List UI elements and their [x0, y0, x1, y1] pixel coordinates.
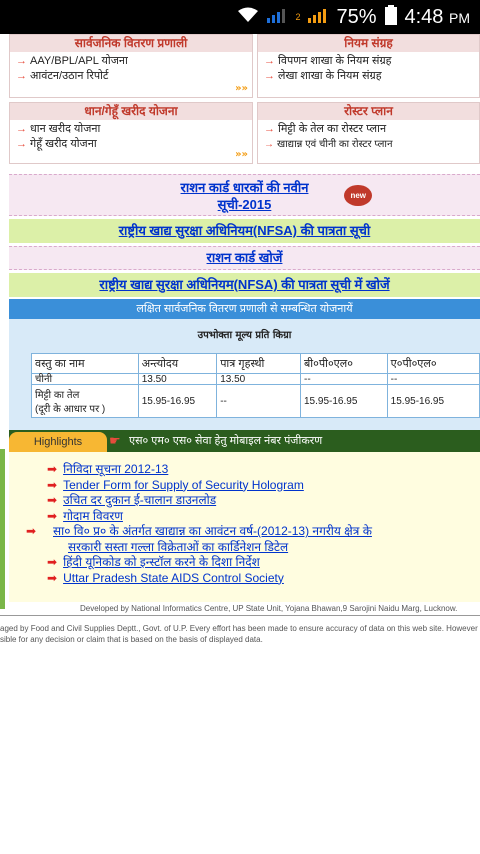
cell-antyodaya: 15.95-16.95	[138, 385, 216, 418]
highlight-link-unicode[interactable]: ➡ हिंदी यूनिकोड को इन्स्टॉल करने के दिशा निर्देश	[47, 555, 260, 569]
battery-percent: 75%	[336, 5, 377, 28]
roster-link-grain[interactable]: → खाद्यान्न एवं चीनी का रोस्टर प्लान	[264, 139, 393, 150]
red-arrow-icon: ➡	[47, 508, 58, 523]
signal-icon-sim1	[267, 7, 287, 28]
paddy-link-wheat[interactable]: → गेहूँ खरीद योजना	[16, 138, 97, 150]
arrow-icon: →	[264, 139, 274, 150]
cell-antyodaya: 13.50	[138, 374, 216, 385]
arrow-icon: →	[264, 70, 275, 82]
cell-patra: 13.50	[217, 374, 301, 385]
rules-box	[257, 34, 480, 98]
wifi-icon	[237, 7, 259, 28]
signal-icon-sim2	[308, 7, 328, 28]
pds-link-allocation[interactable]: → आवंटन/उठान रिपोर्ट	[16, 70, 109, 82]
col-apl: ए०पी०एल०	[387, 354, 479, 374]
table-row	[32, 374, 480, 385]
roster-box	[257, 102, 480, 164]
highlight-link-aids[interactable]: ➡ Uttar Pradesh State AIDS Control Society	[47, 570, 284, 585]
table-header-row	[32, 354, 480, 374]
highlights-tab[interactable]: Highlights	[9, 432, 107, 452]
price-subtitle: उपभोक्ता मूल्य प्रति किग्रा	[197, 330, 292, 341]
table-row	[32, 385, 480, 418]
cell-item: मिट्टी का तेल (दूरी के आधार पर )	[32, 385, 139, 418]
footer-divider	[0, 615, 480, 616]
red-arrow-icon: ➡	[47, 555, 58, 569]
battery-icon	[385, 5, 397, 30]
paddy-box-title: धान/गेहूँ खरीद योजना	[10, 103, 252, 120]
arrow-icon: →	[264, 55, 275, 67]
cell-item: चीनी	[32, 374, 139, 385]
nfsa-search-link[interactable]: राष्ट्रीय खाद्य सुरक्षा अधिनियम(NFSA) की पात्रता सूची में खोजें	[9, 273, 480, 297]
paddy-box	[9, 102, 253, 164]
highlights-panel	[9, 452, 480, 602]
status-bar	[0, 0, 480, 34]
red-arrow-icon: ➡	[47, 493, 58, 507]
clock: 4:48 PM	[404, 5, 470, 28]
highlight-link-tender-notice[interactable]: ➡ निविदा सूचना 2012-13	[47, 462, 169, 476]
col-patra: पात्र गृहस्थी	[217, 354, 301, 374]
sms-registration-link[interactable]: एस० एम० एस० सेवा हेतु मोबाइल नंबर पंजीकरण	[129, 435, 323, 447]
web-page	[0, 34, 480, 854]
ration-card-list-link[interactable]	[9, 174, 480, 216]
more-icon[interactable]: »»	[235, 83, 248, 94]
schemes-panel	[9, 319, 480, 431]
cell-patra: --	[217, 385, 301, 418]
ration-list-line2: सूची-2015	[217, 197, 272, 212]
cell-bpl: --	[301, 374, 388, 385]
nfsa-list-link[interactable]: राष्ट्रीय खाद्य सुरक्षा अधिनियम(NFSA) की पात्रता सूची	[9, 219, 480, 243]
paddy-link-paddy[interactable]: → धान खरीद योजना	[16, 123, 101, 135]
sim-label: 2	[295, 12, 301, 22]
red-arrow-icon: ➡	[47, 477, 58, 492]
left-edge-strip	[0, 449, 5, 609]
roster-link-kerosene[interactable]: → मिट्टी के तेल का रोस्टर प्लान	[264, 123, 387, 135]
price-table	[31, 353, 480, 418]
red-arrow-icon: ➡	[47, 570, 58, 585]
ration-list-line1: राशन कार्ड धारकों की नवीन	[180, 180, 309, 195]
highlight-link-hologram[interactable]: ➡ Tender Form for Supply of Security Hologram	[47, 477, 304, 492]
highlight-link-allocation[interactable]: ➡ सा० वि० प्र० के अंतर्गत खाद्यान्न का आवंटन वर्ष-(2012-13) नगरीय क्षेत्र के सरकारी सस्ता गल्ला विक्रेताओं का कार्डिनेशन डिटेल	[26, 524, 372, 554]
roster-box-title: रोस्टर प्लान	[258, 103, 479, 120]
highlight-link-godown[interactable]: ➡ गोदाम विवरण	[47, 508, 123, 523]
developed-by-text: Developed by National Informatics Centre, UP State Unit, Yojana Bhawan,9 Sarojini Naidu Marg, Lucknow.	[80, 604, 458, 613]
col-item: वस्तु का नाम	[32, 354, 139, 374]
more-icon[interactable]: »»	[235, 149, 248, 160]
rules-link-accounts[interactable]: → लेखा शाखा के नियम संग्रह	[264, 70, 382, 82]
cell-bpl: 15.95-16.95	[301, 385, 388, 418]
pds-box	[9, 34, 253, 98]
rules-box-title: नियम संग्रह	[258, 35, 479, 52]
cell-item-note: (दूरी के आधार पर )	[35, 404, 106, 415]
col-antyodaya: अन्त्योदय	[138, 354, 216, 374]
ration-search-link[interactable]: राशन कार्ड खोजें	[9, 246, 480, 270]
arrow-icon: →	[16, 55, 27, 67]
cell-apl: --	[387, 374, 479, 385]
highlights-bar	[9, 430, 480, 452]
red-arrow-icon: ➡	[47, 462, 58, 476]
arrow-icon: →	[16, 138, 27, 150]
arrow-icon: →	[16, 123, 27, 135]
arrow-icon: →	[264, 123, 275, 135]
new-badge: new	[344, 185, 372, 206]
rules-link-marketing[interactable]: → विपणन शाखा के नियम संग्रह	[264, 55, 392, 67]
cell-apl: 15.95-16.95	[387, 385, 479, 418]
hand-pointer-icon: ☛	[109, 434, 121, 449]
highlight-link-echallan[interactable]: ➡ उचित दर दुकान ई-चालान डाउनलोड	[47, 493, 217, 507]
schemes-heading: लक्षित सार्वजनिक वितरण प्रणाली से सम्बन्धित योजनायें	[9, 299, 480, 319]
col-bpl: बी०पी०एल०	[301, 354, 388, 374]
pds-link-aay[interactable]: → AAY/BPL/APL योजना	[16, 55, 128, 67]
pds-box-title: सार्वजनिक वितरण प्रणाली	[10, 35, 252, 52]
arrow-icon: →	[16, 70, 27, 82]
disclaimer-text: aged by Food and Civil Supplies Deptt., Govt. of U.P. Every effort has been made to ensure accuracy of data on this web site. However sible for any decision or claim that is based on the basis of displayed data.	[0, 624, 478, 644]
